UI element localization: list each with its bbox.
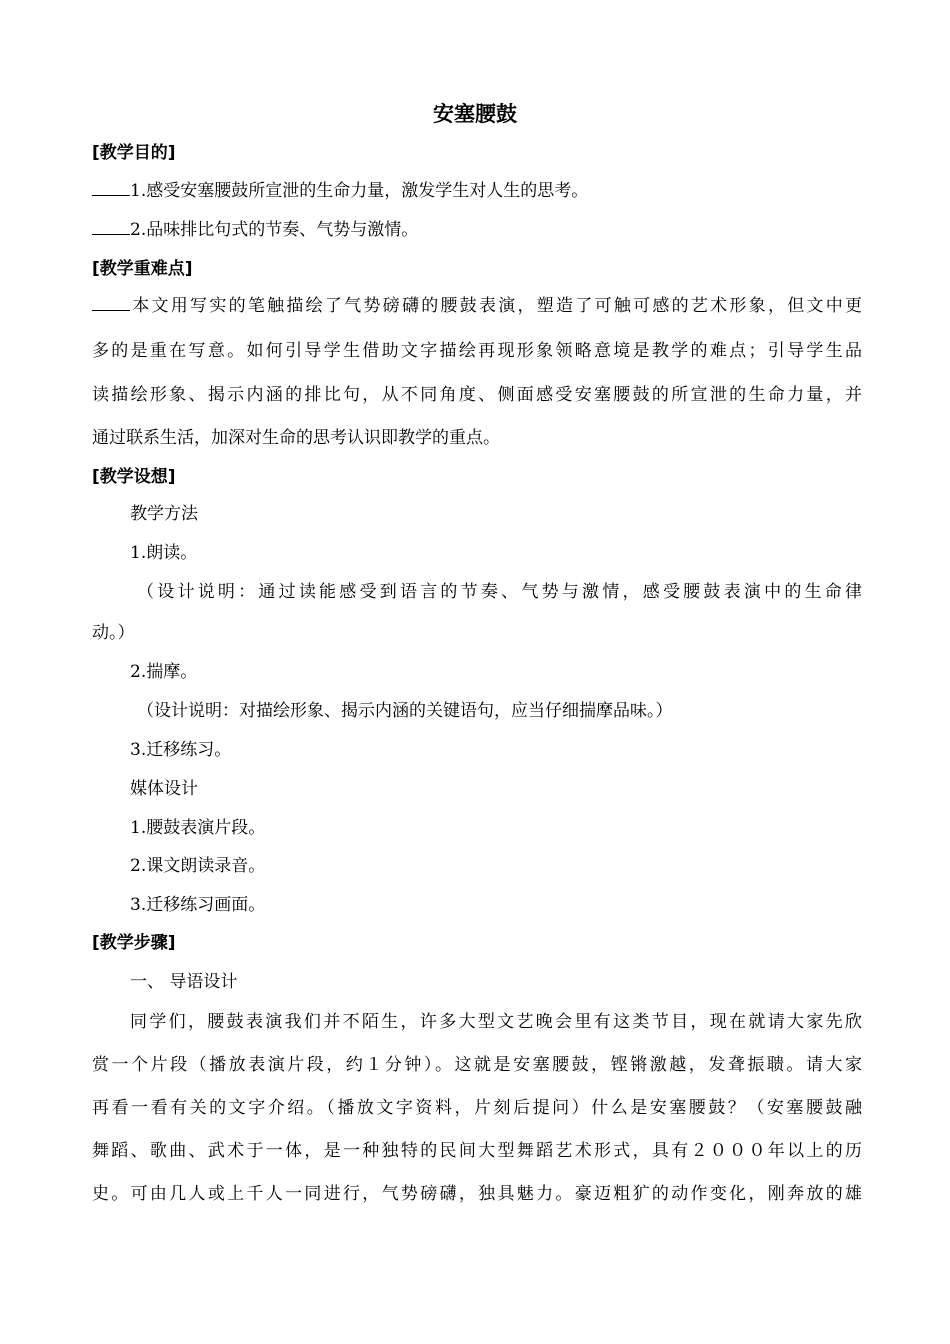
indent-underline bbox=[92, 179, 130, 196]
method-title: 教学方法 bbox=[130, 504, 198, 524]
media-item-2: 2.课文朗读录音。 bbox=[130, 856, 266, 876]
section-heading-objective: [教学目的] bbox=[92, 143, 176, 163]
document-title: 安塞腰鼓 bbox=[433, 102, 517, 126]
key-points-line-3: 读描绘形象、揭示内涵的排比句，从不同角度、侧面感受安塞腰鼓的所宣泄的生命力量，并 bbox=[92, 385, 862, 405]
media-item-1: 1.腰鼓表演片段。 bbox=[130, 818, 266, 838]
key-points-line-2: 多的是重在写意。如何引导学生借助文字描绘再现形象领略意境是教学的难点；引导学生品 bbox=[92, 341, 862, 361]
indent-underline bbox=[92, 294, 130, 311]
objective-item-1-text: 1.感受安塞腰鼓所宣泄的生命力量，激发学生对人生的思考。 bbox=[130, 181, 589, 201]
key-points-line-1 bbox=[92, 294, 862, 318]
key-points-line-4: 通过联系生活，加深对生命的思考认识即教学的重点。 bbox=[92, 428, 500, 448]
section-heading-design: [教学设想] bbox=[92, 467, 176, 487]
objective-item-1 bbox=[92, 179, 862, 203]
steps-line-5: 史。可由几人或上千人一同进行，气势磅礴，独具魅力。豪迈粗犷的动作变化，刚奔放的雄 bbox=[92, 1184, 862, 1204]
indent-underline bbox=[92, 218, 130, 235]
method-item-2-note: （设计说明：对描绘形象、揭示内涵的关键语句，应当仔细揣摩品味。） bbox=[137, 701, 673, 721]
step-1-title: 一、 导语设计 bbox=[130, 972, 238, 992]
method-item-2: 2.揣摩。 bbox=[130, 662, 198, 682]
method-item-1-note-a: （设计说明：通过读能感受到语言的节奏、气势与激情，感受腰鼓表演中的生命律 bbox=[137, 582, 862, 602]
key-points-line-1-text: 本文用写实的笔触描绘了气势磅礴的腰鼓表演，塑造了可触可感的艺术形象，但文中更 bbox=[130, 296, 862, 316]
steps-line-1: 同学们，腰鼓表演我们并不陌生，许多大型文艺晚会里有这类节目，现在就请大家先欣 bbox=[130, 1012, 862, 1032]
objective-item-2 bbox=[92, 218, 862, 242]
method-item-3: 3.迁移练习。 bbox=[130, 740, 232, 760]
objective-item-2-text: 2.品味排比句式的节奏、气势与激情。 bbox=[130, 220, 419, 240]
section-heading-steps: [教学步骤] bbox=[92, 933, 176, 953]
steps-line-2: 赏一个片段（播放表演片段，约１分钟）。这就是安塞腰鼓，铿锵激越，发聋振聩。请大家 bbox=[92, 1055, 862, 1075]
media-title: 媒体设计 bbox=[130, 779, 198, 799]
media-item-3: 3.迁移练习画面。 bbox=[130, 895, 266, 915]
method-item-1-note-b: 动。） bbox=[92, 623, 135, 643]
steps-line-4: 舞蹈、歌曲、武术于一体，是一种独特的民间大型舞蹈艺术形式，具有２０００年以上的历 bbox=[92, 1141, 862, 1161]
steps-line-3: 再看一看有关的文字介绍。（播放文字资料，片刻后提问）什么是安塞腰鼓？（安塞腰鼓融 bbox=[92, 1098, 862, 1118]
method-item-1: 1.朗读。 bbox=[130, 543, 198, 563]
section-heading-key-points: [教学重难点] bbox=[92, 259, 193, 279]
